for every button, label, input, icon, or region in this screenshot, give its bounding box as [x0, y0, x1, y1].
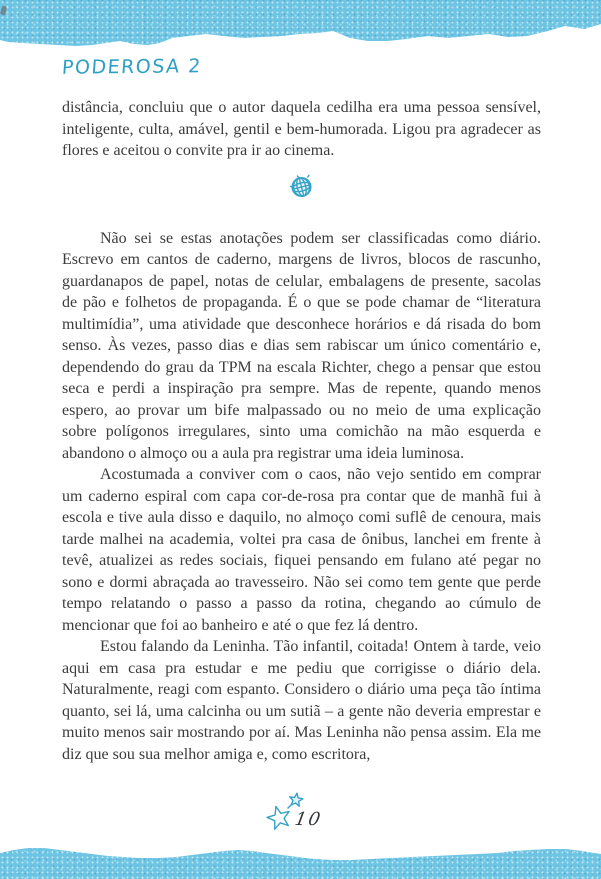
- body-paragraph: Não sei se estas anotações podem ser classificadas como diário. Escrevo em cantos de caderno, margens de livros, blocos de rascunho, guardanapos de papel, notas de celular, embalagens de presente, sacolas de pão e folhetos de propaganda. É o que se pode chamar de “literatura multimídia”, uma atividade que desconhece horários e dá risada do bom senso. Às vezes, passo dias e dias sem rabiscar um único comentário e, dependendo do grau da TPM na escala Richter, chego a pensar que estou seca e perdi a inspiração pra sempre. Mas de repente, quando menos espero, ao provar um bife malpassado ou no meio de uma explicação sobre polígonos irregulares, sinto uma comichão na mão esquerda e abandono o almoço ou a aula pra registrar uma ideia luminosa.: [62, 229, 541, 462]
- section-divider: [62, 172, 541, 202]
- body-text: [62, 97, 541, 765]
- torn-paper-edge-bottom: [0, 845, 601, 879]
- body-paragraph: Acostumada a conviver com o caos, não vejo sentido em comprar um caderno espiral com capa cor-de-rosa pra contar que de manhã fui à escola e tive aula disso e daquilo, no almoço comi suflê de cenoura, mais tarde malhei na academia, voltei pra casa de ônibus, lanchei em frente à tevê, atualizei as redes sociais, fiquei pensando em fulano até pegar no sono e dormi abraçada ao travesseiro. Não sei como tem gente que perde tempo relatando o passo a passo da rotina, chegando ao cúmulo de mencionar que foi ao banheiro e até o que fez lá dentro.: [62, 466, 541, 634]
- chapter-title: PODEROSA 2: [61, 55, 203, 79]
- body-paragraph: distância, concluiu que o autor daquela cedilha era uma pessoa sensível, inteligente, culta, amável, gentil e bem-humorada. Ligou pra agradecer as flores e aceitou o convite pra ir ao cinema.: [62, 99, 541, 159]
- body-paragraph: Estou falando da Leninha. Tão infantil, coitada! Ontem à tarde, veio aqui em casa pra estudar e me pediu que corrigisse o diário dela. Naturalmente, reagi com espanto. Considero o diário uma peça tão íntima quanto, sei lá, uma calcinha ou um sutiã – a gente não deveria emprestar e muito menos sair mostrando por aí. Mas Leninha não pensa assim. Ela me diz que sou sua melhor amiga e, como escritora,: [62, 638, 541, 763]
- torn-paper-edge-top: [0, 0, 601, 48]
- globe-icon: [288, 173, 315, 201]
- page-footer: [263, 790, 353, 842]
- page-number: 10: [293, 809, 324, 830]
